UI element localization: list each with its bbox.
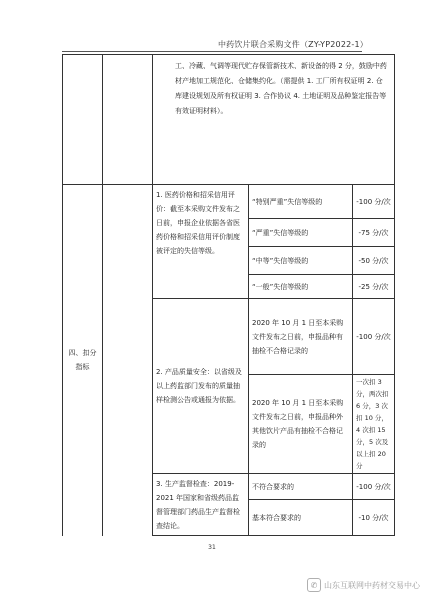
condition-cell: “严重”失信等级的 xyxy=(249,219,353,247)
deduction-cell: -75 分/次 xyxy=(353,219,395,247)
deduction-cell: -50 分/次 xyxy=(353,247,395,275)
section-blank-cell xyxy=(103,185,153,536)
table-row xyxy=(63,185,395,219)
condition-cell: 2020 年 10 月 1 日至本采购文件发布之日前，申报品种有抽检不合格记录的 xyxy=(249,299,353,375)
deduction-cell: -25 分/次 xyxy=(353,275,395,299)
deduction-cell: 一次扣 3 分，两次扣 6 分，3 次扣 10 分，4 次扣 15 分，5 次及以上扣 20 分 xyxy=(353,375,395,474)
cont-text-cell: 工、冷藏、气调等现代贮存保管新技术、新设备的得 2 分，鼓励中药材产地加工规范化、仓储集约化。（需提供 1. 工厂所有权证明 2. 仓库建设规划及所有权证明 3. 合作协议 4. 土地证明及品种鉴定报告等有效证明材料）。 xyxy=(153,55,395,185)
deduction-cell: -100 分/次 xyxy=(353,299,395,375)
header-rule xyxy=(62,51,362,52)
deduction-cell: -100 分/次 xyxy=(353,185,395,219)
page-number: 31 xyxy=(208,544,216,551)
condition-cell: 不符合要求的 xyxy=(249,474,353,500)
watermark xyxy=(307,578,420,592)
condition-cell: “一般”失信等级的 xyxy=(249,275,353,299)
scoring-table xyxy=(62,54,395,536)
criterion-1-cell: 1. 医药价格和招采信用评价：截至本采购文件发布之日前，申报企业依据各省医药价格和招采信用评价制度被评定的失信等级。 xyxy=(153,185,249,299)
condition-cell: “特别严重”失信等级的 xyxy=(249,185,353,219)
deduction-cell: -10 分/次 xyxy=(353,500,395,536)
condition-cell: “中等”失信等级的 xyxy=(249,247,353,275)
wechat-icon: ✆ xyxy=(307,578,321,592)
criterion-3-cell: 3. 生产监督检查：2019-2021 年国家和省级药品监督管理部门药品生产监督检查结论。 xyxy=(153,474,249,536)
cont-cell-2 xyxy=(103,55,153,185)
deduction-cell: -100 分/次 xyxy=(353,474,395,500)
watermark-text: 山东互联网中药材交易中心 xyxy=(324,580,420,590)
continuation-row xyxy=(63,55,395,185)
cont-cell-1 xyxy=(63,55,103,185)
condition-cell: 2020 年 10 月 1 日至本采购文件发布之日前，申报品种外其他饮片产品有抽检不合格记录的 xyxy=(249,375,353,474)
section-label-cell xyxy=(63,185,103,536)
doc-header-title: 中药饮片联合采购文件（ZY-YP2022-1） xyxy=(217,40,368,49)
section-label: 四、扣分指标 xyxy=(68,349,97,372)
condition-cell: 基本符合要求的 xyxy=(249,500,353,536)
criterion-2-cell: 2. 产品质量安全：以省级及以上药监部门发布的质量抽样检测公告或通报为依据。 xyxy=(153,299,249,474)
